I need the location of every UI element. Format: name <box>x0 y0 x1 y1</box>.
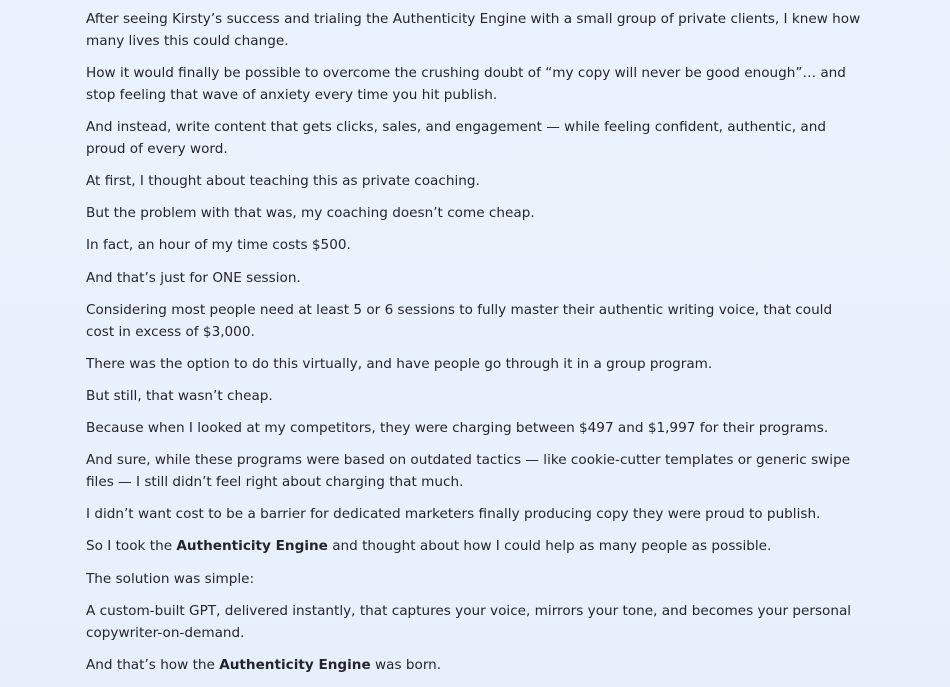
paragraph: So I took the Authenticity Engine and thought about how I could help as many people as possible. <box>86 538 772 555</box>
product-name-bold: Authenticity Engine <box>219 656 371 673</box>
article-body <box>86 9 862 687</box>
paragraph: A custom-built GPT, delivered instantly, that captures your voice, mirrors your tone, and becomes your personal copywriter-on-demand. <box>86 602 852 641</box>
paragraph: Because when I looked at my competitors, they were charging between $497 and $1,997 for their programs. <box>86 420 829 437</box>
paragraph: And that’s just for ONE session. <box>86 269 301 286</box>
product-name-bold: Authenticity Engine <box>176 538 328 555</box>
paragraph: How it would finally be possible to overcome the crushing doubt of “my copy will never be good enough”… and stop feeling that wave of anxiety every time you hit publish. <box>86 64 846 103</box>
paragraph: At first, I thought about teaching this as private coaching. <box>86 172 480 189</box>
paragraph: After seeing Kirsty’s success and trialing the Authenticity Engine with a small group of private clients, I knew how many lives this could change. <box>86 11 861 49</box>
paragraph: And instead, write content that gets clicks, sales, and engagement — while feeling confident, authentic, and proud of every word. <box>86 118 826 157</box>
paragraph: The solution was simple: <box>86 570 255 587</box>
paragraph: And sure, while these programs were based on outdated tactics — like cookie-cutter templates or generic swipe files — I still didn’t feel right about charging that much. <box>86 452 851 491</box>
paragraph: There was the option to do this virtually, and have people go through it in a group program. <box>86 355 713 372</box>
paragraph: But the problem with that was, my coaching doesn’t come cheap. <box>86 205 535 222</box>
paragraph: Considering most people need at least 5 or 6 sessions to fully master their authentic writing voice, that could cost in excess of $3,000. <box>86 301 833 340</box>
paragraph: But still, that wasn’t cheap. <box>86 387 273 404</box>
paragraph: I didn’t want cost to be a barrier for dedicated marketers finally producing copy they were proud to publish. <box>86 506 821 523</box>
paragraph: In fact, an hour of my time costs $500. <box>86 237 351 254</box>
paragraph: And that’s how the Authenticity Engine was born. <box>86 656 442 673</box>
